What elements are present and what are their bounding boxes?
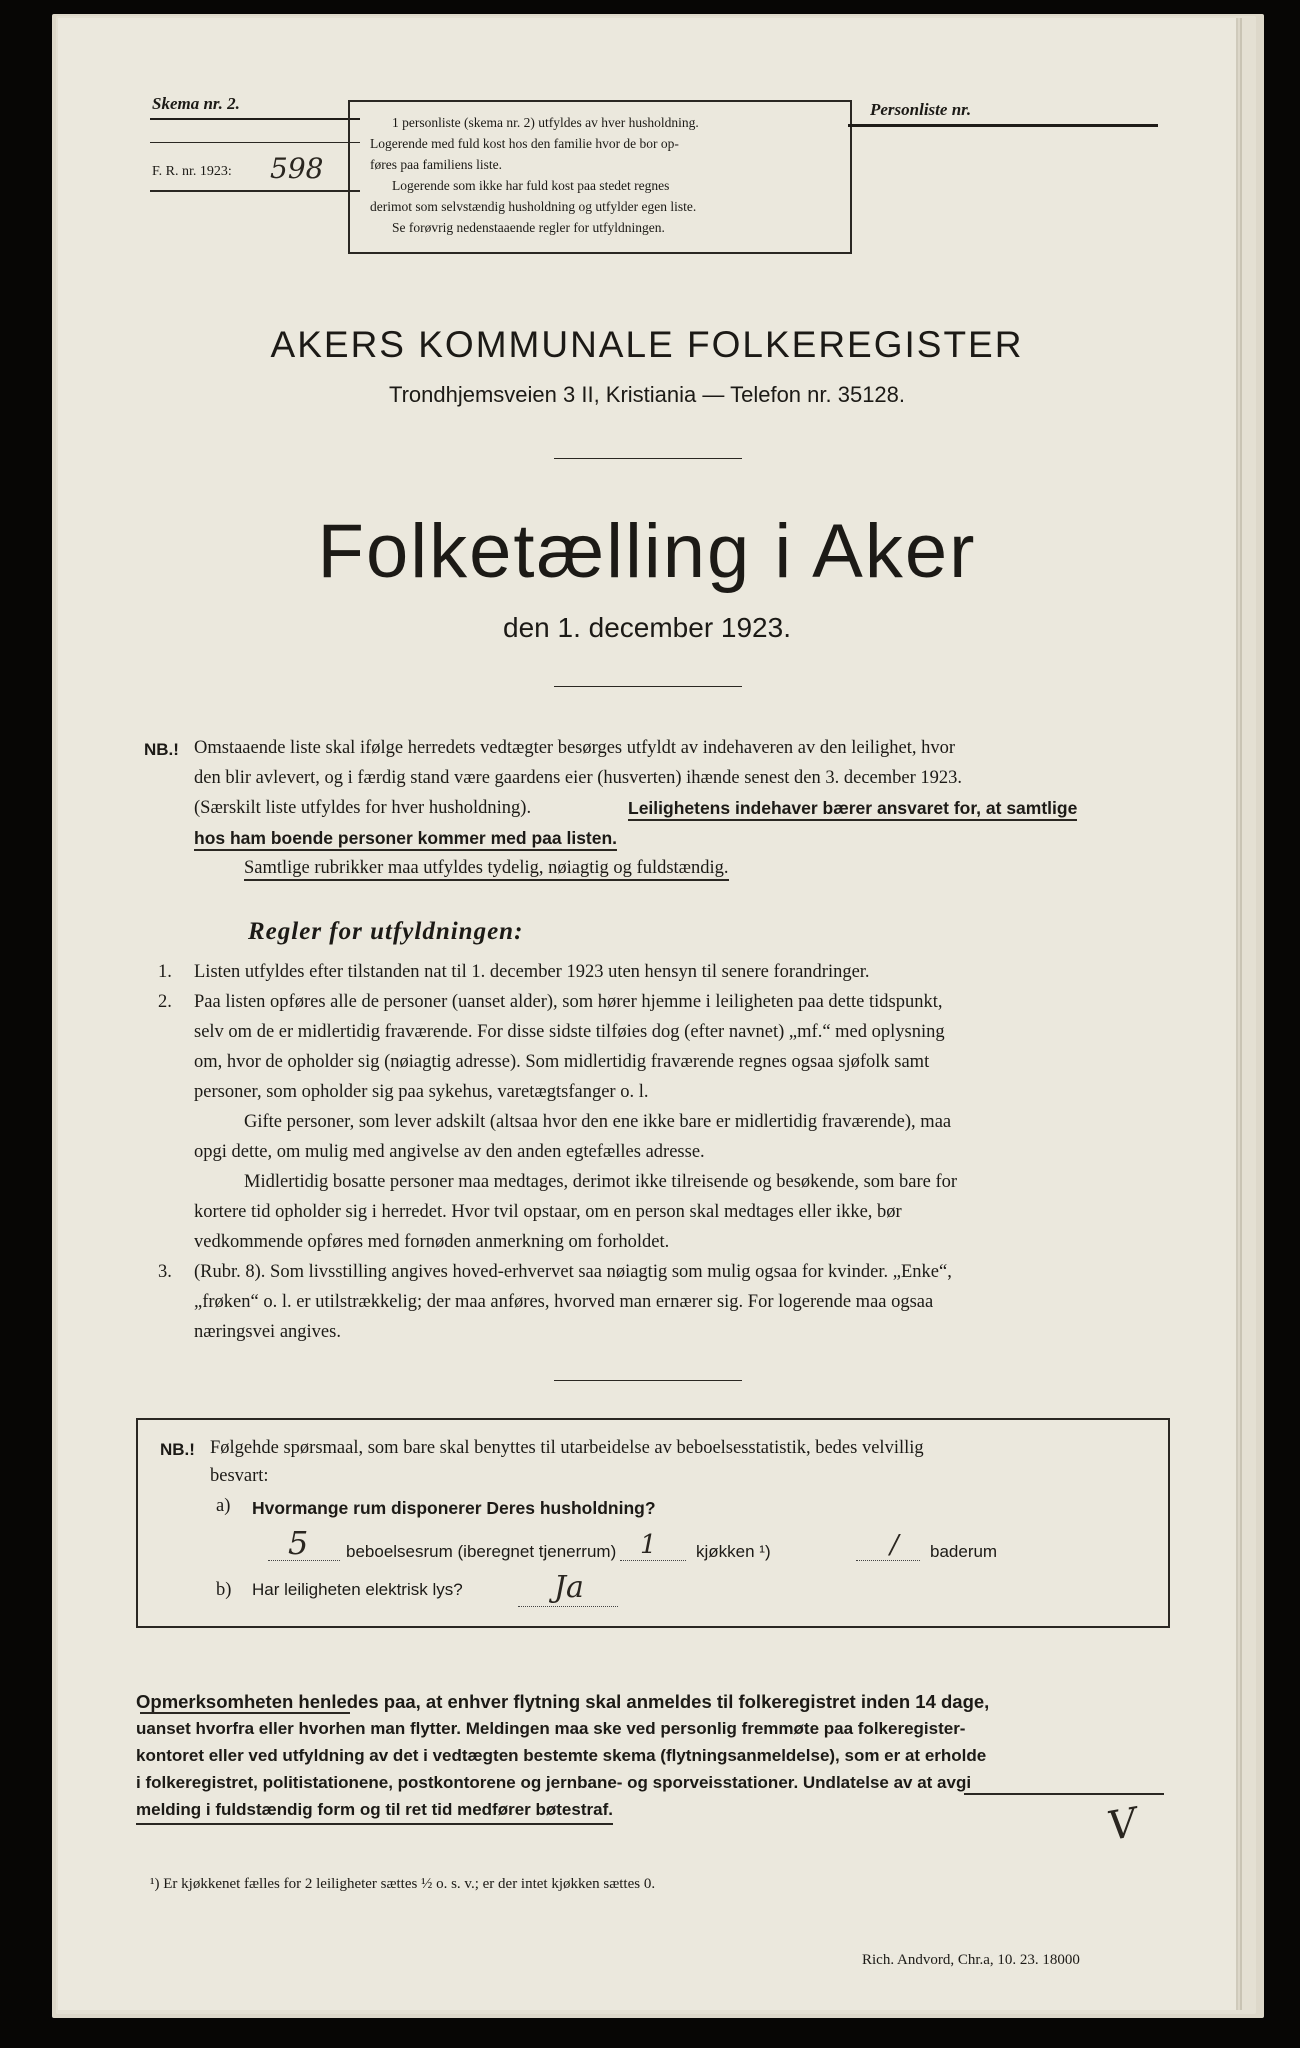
electric-value: Ja — [554, 1570, 584, 1605]
rule-3-line: (Rubr. 8). Som livsstilling angives hoved-erhvervet saa nøiagtig som mulig ogsaa for kvinder. „Enke“, — [194, 1262, 952, 1282]
skema-underline — [150, 118, 360, 120]
statistics-box — [136, 1418, 1170, 1628]
nb2-label: NB.! — [160, 1440, 195, 1459]
nb-responsibility-1: Leilighetens indehaver bærer ansvaret for, at samtlige — [628, 798, 1077, 821]
personliste-label: Personliste nr. — [870, 100, 972, 119]
nb-label: NB.! — [144, 740, 179, 759]
question-a-label: a) — [216, 1496, 231, 1516]
fr-number-value: 598 — [270, 152, 324, 185]
nb2-intro-2: besvart: — [210, 1466, 269, 1486]
rule-2-line: Gifte personer, som lever adskilt (altsaa hvor den ene ikke bare er midlertidig fraværende), maa — [244, 1112, 952, 1132]
kitchen-value: 1 — [640, 1530, 657, 1560]
nb-line-2: den blir avlevert, og i færdig stand være gaardens eier (husverten) ihænde senest den 3. december 1923. — [194, 768, 963, 788]
nb-line-3: (Særskilt liste utfyldes for hver husholdning). — [194, 798, 532, 818]
notice-line-1 — [136, 1688, 1166, 1715]
instruction-line: Logerende som ikke har fuld kost paa stedet regnes — [392, 178, 670, 193]
moving-notice — [136, 1688, 1166, 1825]
nb-line-1 — [194, 738, 1112, 759]
skema-label: Skema nr. 2. — [152, 94, 240, 113]
header-rule — [150, 142, 360, 143]
notice-line-4: i folkeregistret, politistationene, postkontorene og jernbane- og sporveisstationer. Undlatelse av at avgi — [136, 1773, 972, 1792]
kitchen-dots — [620, 1560, 686, 1561]
instruction-line: Se forøvrig nedenstaaende regler for utfyldningen. — [392, 220, 665, 235]
notice-text: Opmerksomheten henledes paa, at enhver flytning skal anmeldes til folkeregistret inden 14 dage, — [136, 1691, 990, 1712]
nb-responsibility-2: hos ham boende personer kommer med paa listen. — [194, 828, 617, 851]
divider-bottom — [554, 1380, 742, 1381]
instruction-line: føres paa familiens liste. — [370, 157, 502, 172]
instruction-box — [348, 100, 852, 254]
notice-underline-start — [140, 1712, 350, 1714]
bath-dots — [856, 1560, 920, 1561]
rooms-value: 5 — [288, 1524, 309, 1562]
divider-mid — [554, 686, 742, 687]
rooms-dots — [268, 1560, 340, 1561]
nb-completeness: Samtlige rubrikker maa utfyldes tydelig, nøiagtig og fuldstændig. — [244, 858, 729, 881]
rules-heading: Regler for utfyldningen: — [248, 918, 524, 945]
nb2-intro: Følgehde spørsmaal, som bare skal benyttes til utarbeidelse av beboelsesstatistik, bedes velvillig — [210, 1438, 924, 1458]
rule-2-line: Paa listen opføres alle de personer (uanset alder), som hører hjemme i leiligheten paa dette tidspunkt, — [194, 992, 943, 1012]
notice-underline-end — [964, 1793, 1164, 1795]
notice-line-3: kontoret eller ved utfyldning av det i vedtægten bestemte skema (flytningsanmeldelse), som er at erholde — [136, 1746, 987, 1765]
rule-2-line: kortere tid opholder sig i herredet. Hvor tvil opstaar, om en person skal medtages eller ikke, bør — [194, 1202, 902, 1222]
rule-number: 1. — [158, 962, 172, 982]
fr-number-label: F. R. nr. 1923: — [152, 164, 232, 179]
office-address: Trondhjemsveien 3 II, Kristiania — Telefon nr. 35128. — [388, 382, 906, 407]
question-b-label: b) — [216, 1580, 232, 1600]
printer-imprint: Rich. Andvord, Chr.a, 10. 23. 18000 — [862, 1952, 1080, 1968]
rooms-label: beboelsesrum (iberegnet tjenerrum) — [346, 1542, 617, 1561]
rule-number: 3. — [158, 1262, 172, 1282]
question-a: Hvormange rum disponerer Deres husholdning? — [252, 1498, 656, 1518]
electric-dots — [518, 1606, 618, 1607]
rule-number: 2. — [158, 992, 172, 1012]
page-title: Folketælling i Aker — [317, 509, 977, 594]
notice-line-2: uanset hvorfra eller hvorhen man flytter. Meldingen maa ske ved personlig fremmøte paa folkeregister- — [136, 1719, 966, 1738]
personliste-underline — [848, 124, 1158, 127]
rule-2-line: personer, som opholder sig paa sykehus, varetægtsfanger o. l. — [194, 1082, 649, 1102]
fr-underline — [150, 190, 360, 192]
footnote: ¹) Er kjøkkenet fælles for 2 leiligheter sættes ½ o. s. v.; er der intet kjøkken sættes 0. — [150, 1876, 656, 1892]
instruction-line: derimot som selvstændig husholdning og utfylder egen liste. — [370, 199, 697, 214]
instruction-line: Logerende med fuld kost hos den familie hvor de bor op- — [370, 136, 679, 151]
rule-2-line: om, hvor de opholder sig (nøiagtig adresse). Som midlertidig fraværende regnes ogsaa sjøfolk samt — [194, 1052, 930, 1072]
instruction-text — [370, 112, 830, 238]
rule-3-line: „frøken“ o. l. er utilstrækkelig; der maa anføres, hvorved man ernærer sig. For logerende maa ogsaa — [194, 1292, 934, 1312]
census-date: den 1. december 1923. — [503, 612, 791, 643]
rule-2-line: selv om de er midlertidig fraværende. For disse sidste tilføies dog (efter navnet) „mf.“ med oplysning — [194, 1022, 945, 1042]
rule-2-line: opgi dette, om mulig med angivelse av den anden egtefælles adresse. — [194, 1142, 705, 1162]
rule-1-text: Listen utfyldes efter tilstanden nat til 1. december 1923 uten hensyn til senere forandringer. — [194, 962, 870, 982]
rule-2-line: Midlertidig bosatte personer maa medtages, derimot ikke tilreisende og besøkende, som bare for — [244, 1172, 958, 1192]
bath-label: baderum — [930, 1542, 998, 1561]
notice-line-5: melding i fuldstændig form og til ret tid medfører bøtestraf. — [136, 1796, 613, 1825]
census-form-page — [58, 18, 1236, 2010]
check-mark: V — [1104, 1799, 1141, 1851]
nb-text: Omstaaende liste skal ifølge herredets vedtægter besørges utfyldt av indehaveren av den leilighet, hvor — [194, 738, 956, 758]
divider-top — [554, 458, 742, 459]
office-name: AKERS KOMMUNALE FOLKEREGISTER — [270, 324, 1024, 365]
question-b: Har leiligheten elektrisk lys? — [252, 1580, 463, 1599]
rule-2-line: vedkommende opføres med fornøden anmerkning om forholdet. — [194, 1232, 670, 1252]
rule-3-line: næringsvei angives. — [194, 1322, 341, 1342]
instruction-line: 1 personliste (skema nr. 2) utfyldes av hver husholdning. — [392, 115, 699, 130]
bath-value: / — [890, 1530, 899, 1560]
kitchen-label: kjøkken ¹) — [696, 1542, 771, 1561]
